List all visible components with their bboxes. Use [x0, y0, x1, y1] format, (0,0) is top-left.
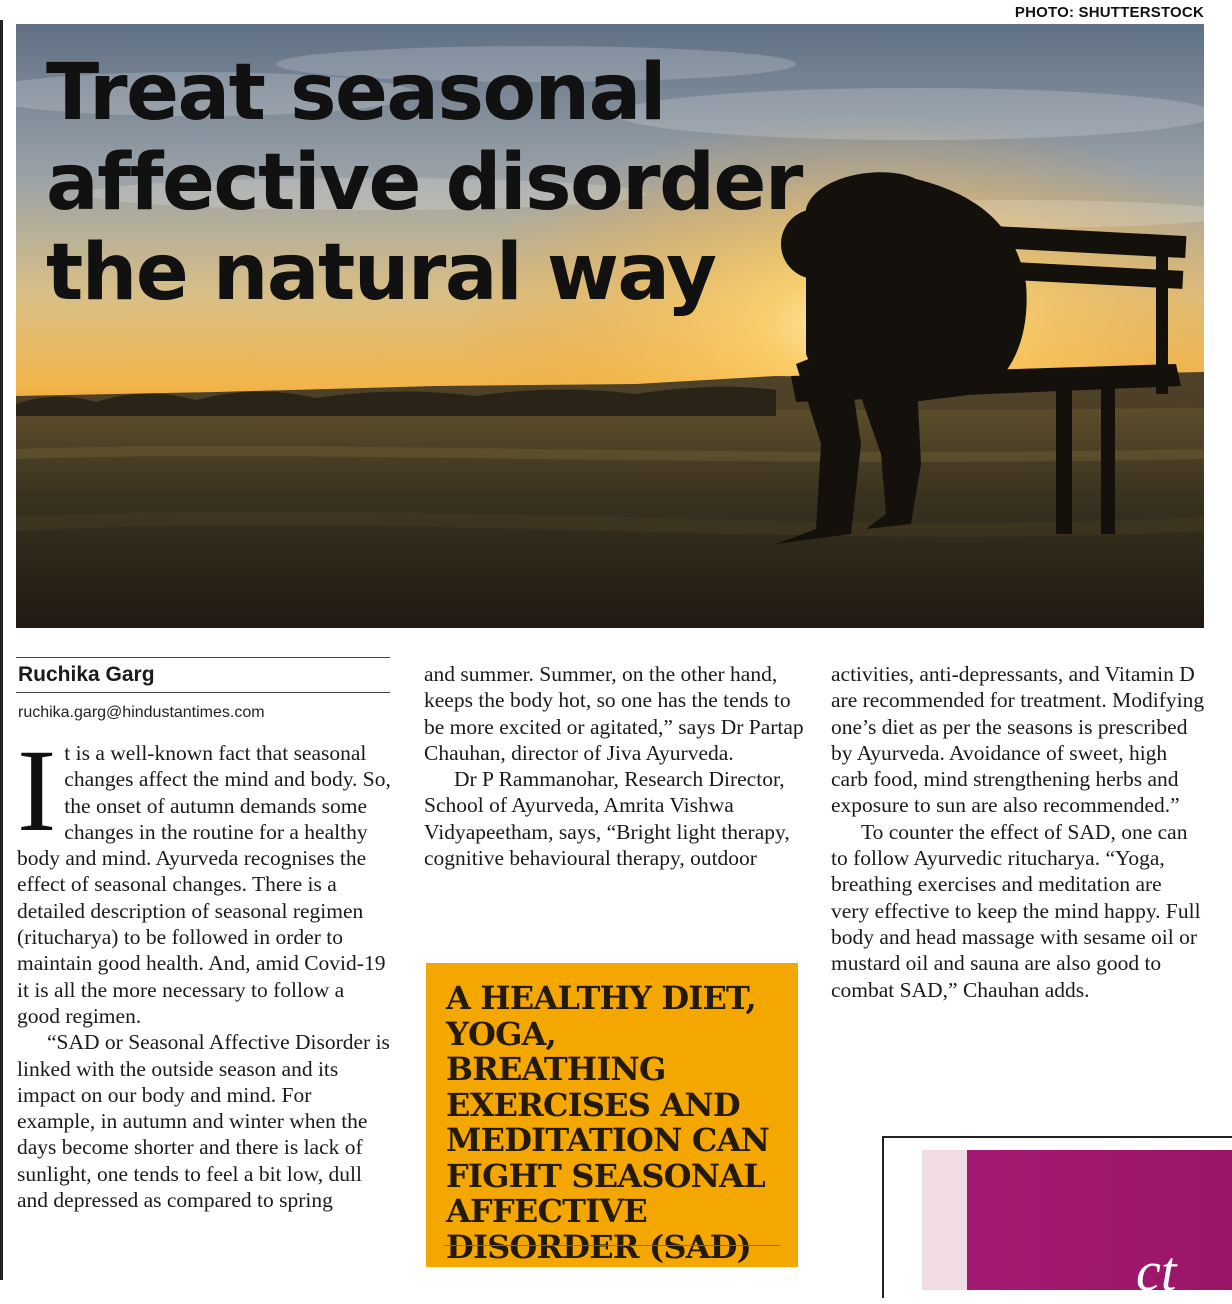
paragraph-2: “SAD or Seasonal Affective Disorder is linked with the outside season and its impact on our body and mind. For example, in autumn and winter when the days become shorter and there is lack of sunlight, one tends to feel a bit low, dull and depressed as compared to spring — [17, 1030, 390, 1213]
hero-photo — [16, 24, 1204, 628]
paragraph-2-continued: and summer. Summer, on the other hand, keeps the body hot, so one has the tends to be more excited or agitated,” says Dr Partap Chauhan, director of Jiva Ayurveda. — [424, 662, 804, 765]
byline-rule-top — [16, 657, 390, 658]
article-column-1 — [17, 725, 391, 1213]
paragraph-1-text: t is a well-known fact that seasonal changes affect the mind and body. So, the onset of autumn demands some changes in the routine for a healthy body and mind. Ayurveda recognises the effect of seasonal changes. There is a detailed description of seasonal regimen (ritucharya) to be followed in order to maintain good health. And, amid Covid-19 it is all the more necessary to follow a good regimen. — [17, 741, 391, 1028]
paragraph-4: To counter the effect of SAD, one can to follow Ayurvedic ritucharya. “Yoga, breathing exercises and meditation are very effective to keep the mind happy. Full body and head massage with sesame oil or mustard oil and sauna are also good to combat SAD,” Chauhan adds. — [831, 819, 1201, 1002]
headline-line-3: the natural way — [46, 228, 716, 318]
paragraph-3: Dr P Rammanohar, Research Director, School of Ayurveda, Amrita Vishwa Vidyapeetham, says, “Bright light therapy, cognitive behavioural therapy, outdoor — [424, 767, 790, 871]
advertisement-image[interactable] — [922, 1150, 1232, 1290]
headline-line-2: affective disorder — [46, 138, 802, 228]
pull-quote-box — [426, 963, 798, 1267]
column-divider — [0, 20, 3, 1280]
article-column-2 — [424, 661, 804, 871]
author-name: Ruchika Garg — [18, 663, 155, 686]
byline-rule-bottom — [16, 692, 390, 693]
author-email[interactable]: ruchika.garg@hindustantimes.com — [18, 704, 265, 721]
pull-quote-text: A HEALTHY DIET, YOGA, BREATHING EXERCISES AND MEDITATION CAN FIGHT SEASONAL AFFECTIVE DISORDER (SAD) — [446, 979, 770, 1266]
paragraph-3-continued: activities, anti-depressants, and Vitamin D are recommended for treatment. Modifying one’s diet as per the seasons is prescribed by Ayurveda. Avoidance of sweet, high carb food, mind strengthening herbs and exposure to sun are also recommended.” — [831, 662, 1205, 818]
advertisement-logo-fragment: ct — [1136, 1241, 1177, 1303]
article-column-3 — [831, 661, 1205, 1003]
dropcap: I — [17, 725, 57, 856]
headline — [46, 48, 802, 318]
photo-credit: PHOTO: SHUTTERSTOCK — [1014, 4, 1204, 21]
headline-line-1: Treat seasonal — [46, 48, 665, 138]
pull-quote-rule — [444, 1245, 780, 1246]
paragraph-1 — [17, 725, 391, 1029]
